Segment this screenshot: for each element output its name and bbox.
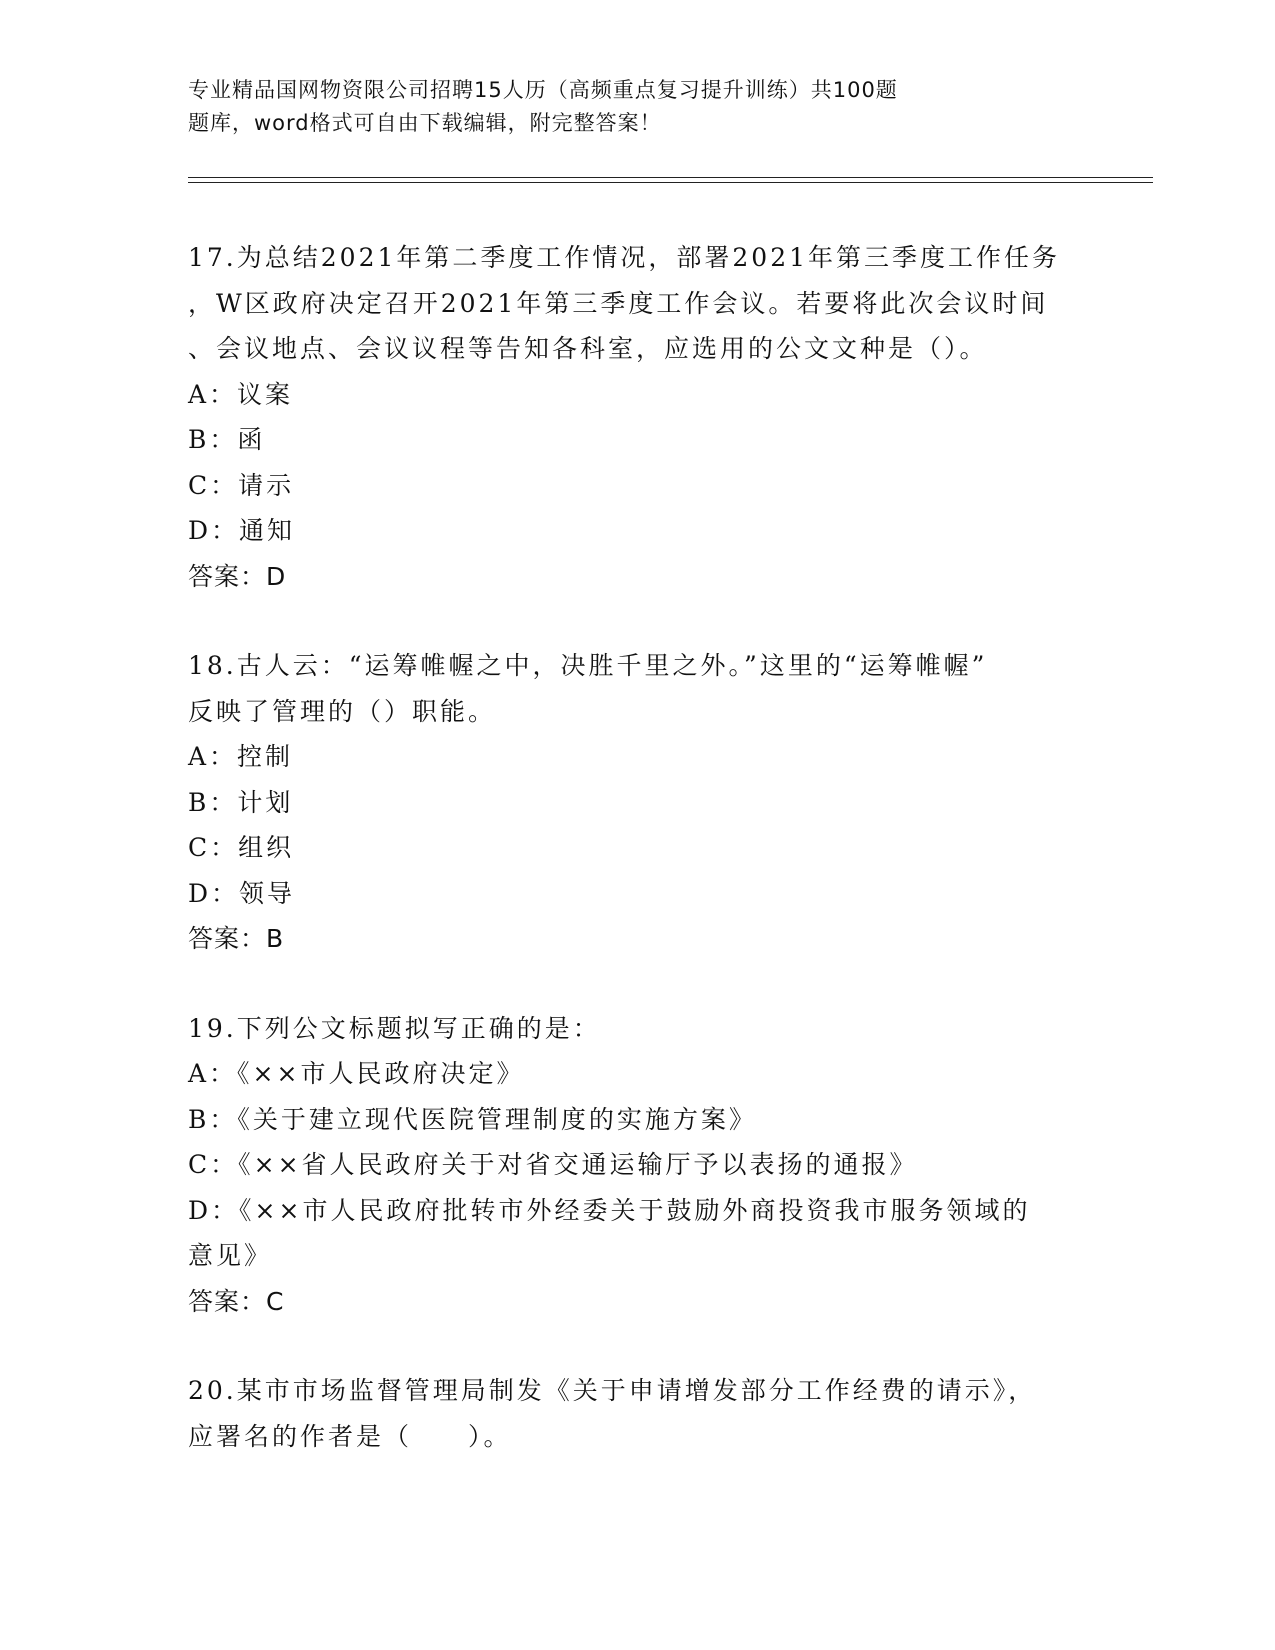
option-b: B：计划 bbox=[188, 787, 294, 817]
question-list bbox=[188, 235, 1138, 1459]
option-d: D：通知 bbox=[188, 516, 296, 545]
header-line-2: 题库，word格式可自由下载编辑，附完整答案！ bbox=[188, 111, 662, 135]
question-text-line: 18.古人云：“运筹帷幄之中，决胜千里之外。”这里的“运筹帷幄” bbox=[188, 651, 988, 680]
question-19 bbox=[188, 1006, 1138, 1325]
question-17 bbox=[188, 235, 1138, 599]
option-c: C：请示 bbox=[188, 470, 295, 500]
document-header bbox=[188, 74, 1088, 140]
option-d-continued: 意见》 bbox=[188, 1241, 273, 1270]
option-a: A：控制 bbox=[188, 742, 294, 771]
question-spacer bbox=[188, 1324, 1138, 1368]
question-spacer bbox=[188, 962, 1138, 1006]
option-d: D：领导 bbox=[188, 878, 296, 908]
question-text-line: ，W区政府决定召开2021年第三季度工作会议。若要将此次会议时间 bbox=[188, 288, 1049, 318]
option-a: A：《××市人民政府决定》 bbox=[188, 1059, 525, 1088]
question-text-line: 17.为总结2021年第二季度工作情况，部署2021年第三季度工作任务 bbox=[188, 243, 1061, 272]
option-d: D：《××市人民政府批转市外经委关于鼓励外商投资我市服务领域的 bbox=[188, 1195, 1031, 1225]
question-20 bbox=[188, 1368, 1138, 1459]
header-divider-bottom bbox=[188, 182, 1153, 183]
option-b: B：函 bbox=[188, 425, 266, 454]
header-divider-top bbox=[188, 177, 1153, 178]
option-b: B：《关于建立现代医院管理制度的实施方案》 bbox=[188, 1104, 757, 1134]
header-line-1: 专业精品国网物资限公司招聘15人历（高频重点复习提升训练）共100题 bbox=[188, 78, 898, 102]
question-text-line: 反映了管理的（）职能。 bbox=[188, 696, 497, 726]
question-text-line: 20.某市市场监督管理局制发《关于申请增发部分工作经费的请示》， bbox=[188, 1376, 1037, 1405]
question-18 bbox=[188, 643, 1138, 962]
option-a: A：议案 bbox=[188, 379, 294, 409]
answer: 答案：B bbox=[188, 924, 285, 953]
question-spacer bbox=[188, 599, 1138, 643]
option-c: C：组织 bbox=[188, 833, 295, 862]
answer: 答案：D bbox=[188, 561, 287, 591]
question-text-line: 、会议地点、会议议程等告知各科室，应选用的公文文种是（）。 bbox=[188, 334, 988, 363]
option-c: C：《××省人民政府关于对省交通运输厅予以表扬的通报》 bbox=[188, 1150, 918, 1179]
answer: 答案：C bbox=[188, 1286, 285, 1316]
question-text-line: 应署名的作者是（ ）。 bbox=[188, 1421, 512, 1451]
question-text-line: 19.下列公文标题拟写正确的是： bbox=[188, 1013, 601, 1043]
